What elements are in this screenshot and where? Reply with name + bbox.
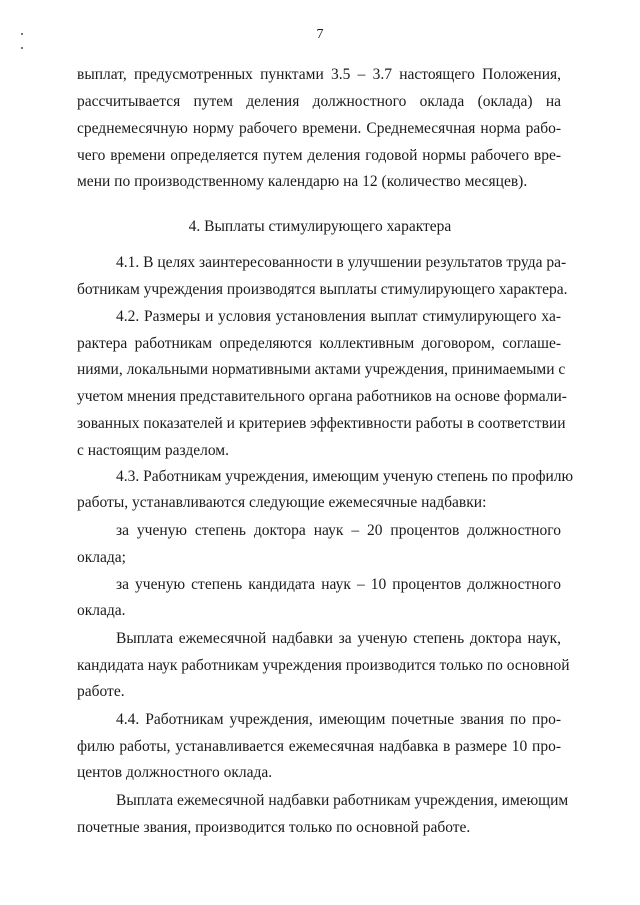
text-line: Выплата ежемесячной надбавки работникам учреждения, имеющим <box>116 792 569 809</box>
text-line: рактера работникам определяются коллективным договором, соглаше- <box>77 335 561 352</box>
text-line: за ученую степень доктора наук – 20 процентов должностного <box>116 522 561 539</box>
text-line: Выплата ежемесячной надбавки за ученую степень доктора наук, <box>116 630 561 647</box>
text-line: оклада. <box>77 602 126 619</box>
text-line: 4.1. В целях заинтересованности в улучшении результатов труда ра- <box>116 254 567 271</box>
text-line: за ученую степень кандидата наук – 10 процентов должностного <box>116 576 561 593</box>
text-line: оклада; <box>77 549 126 566</box>
text-line: 4.4. Работникам учреждения, имеющим почетные звания по про- <box>116 711 561 728</box>
section-heading: 4. Выплаты стимулирующего характера <box>188 218 452 235</box>
text-line: центов должностного оклада. <box>77 764 273 781</box>
text-line: мени по производственному календарю на 12 (количество месяцев). <box>77 173 528 190</box>
text-line: с настоящим разделом. <box>77 442 229 459</box>
text-line: кандидата наук работникам учреждения производится только по основной <box>77 657 570 674</box>
text-line: чего времени определяется путем деления годовой нормы рабочего вре- <box>77 147 561 164</box>
text-line: филю работы, устанавливается ежемесячная надбавка в размере 10 про- <box>77 738 561 755</box>
page-number: 7 <box>316 27 324 42</box>
text-line: ботникам учреждения производятся выплаты стимулирующего характера. <box>77 281 568 298</box>
text-line: зованных показателей и критериев эффективности работы в соответствии <box>77 415 566 432</box>
text-line: почетные звания, производится только по основной работе. <box>77 819 471 836</box>
text-line: 4.3. Работникам учреждения, имеющим ученую степень по профилю <box>116 468 574 485</box>
scan-speck <box>21 47 23 49</box>
text-line: среднемесячную норму рабочего времени. Среднемесячная норма рабо- <box>77 120 561 137</box>
text-line: выплат, предусмотренных пунктами 3.5 – 3.7 настоящего Положения, <box>77 66 561 83</box>
text-line: работе. <box>77 683 125 700</box>
text-line: работы, устанавливаются следующие ежемесячные надбавки: <box>77 494 487 511</box>
text-line: ниями, локальными нормативными актами учреждения, принимаемыми с <box>77 361 566 378</box>
text-line: 4.2. Размеры и условия установления выплат стимулирующего ха- <box>116 308 561 325</box>
text-line: учетом мнения представительного органа работников на основе формали- <box>77 388 567 405</box>
text-line: рассчитывается путем деления должностного оклада (оклада) на <box>77 93 561 110</box>
